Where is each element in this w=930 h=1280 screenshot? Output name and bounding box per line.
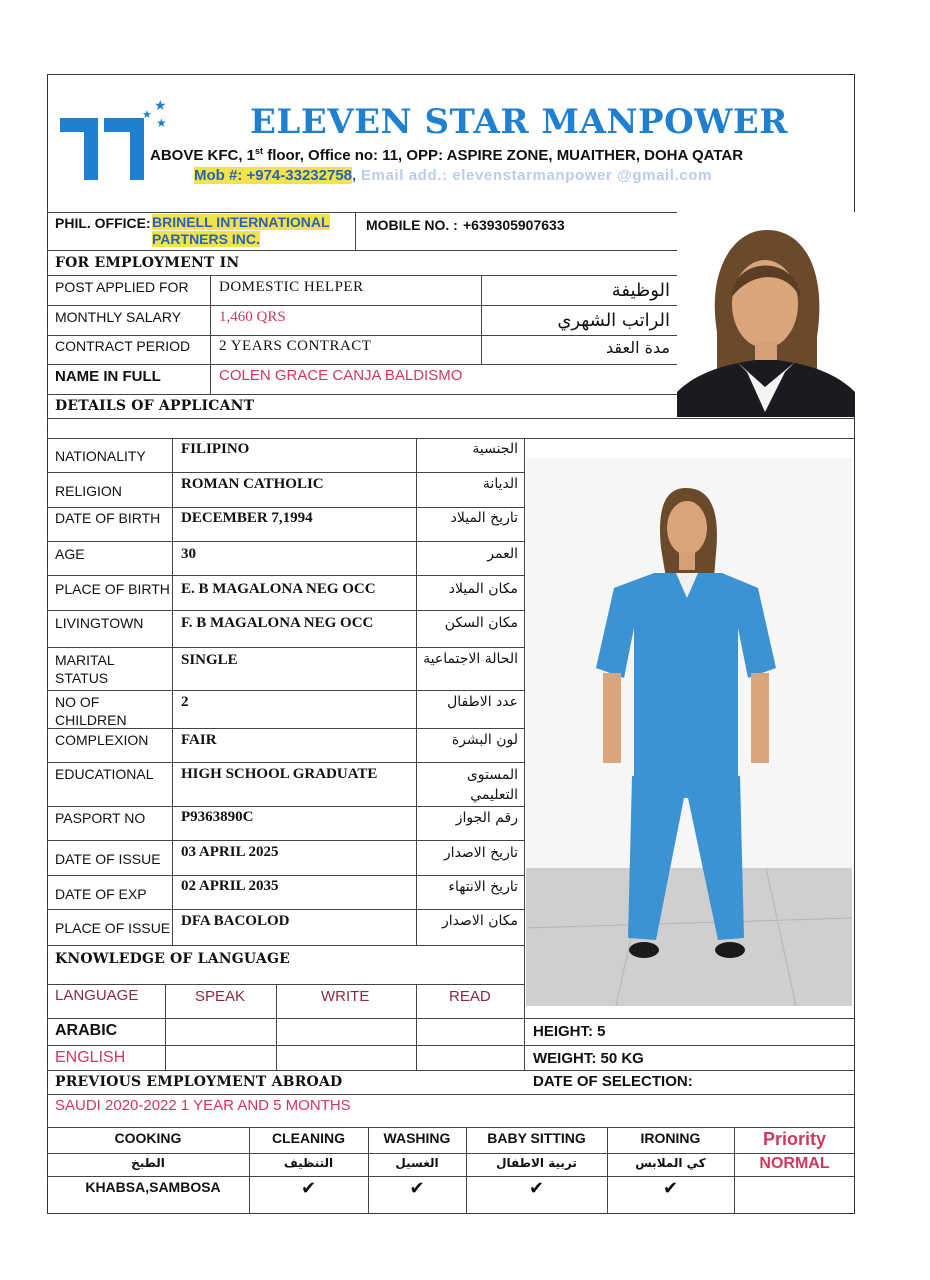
height-field: HEIGHT: 5 <box>533 1023 606 1040</box>
date-of-exp-value: 02 APRIL 2035 <box>181 878 279 894</box>
date-of-issue-value: 03 APRIL 2025 <box>181 844 279 860</box>
place-of-issue-label: PLACE OF ISSUE <box>55 920 171 936</box>
nationality-label: NATIONALITY <box>55 448 146 464</box>
speak-header: SPEAK <box>195 988 246 1005</box>
marital-status-value: SINGLE <box>181 652 238 668</box>
complexion-arabic: لون البشرة <box>451 732 518 748</box>
washing-arabic: الغسيل <box>395 1156 439 1170</box>
religion-label: RELIGION <box>55 483 122 499</box>
ironing-check: ✔ <box>662 1178 679 1199</box>
educational-arabic: المستوى التعليمي <box>466 767 518 803</box>
cooking-value: KHABSA,SAMBOSA <box>85 1179 221 1195</box>
complexion-value: FAIR <box>181 732 217 748</box>
marital-status-label: MARITAL STATUS <box>55 652 115 686</box>
marital-status-arabic: الحالة الاجتماعية <box>423 651 518 667</box>
weight-field: WEIGHT: 50 KG <box>533 1050 644 1067</box>
company-address: ABOVE KFC, 1st floor, Office no: 11, OPP: ASPIRE ZONE, MUAITHER, DOHA QATAR <box>150 146 744 164</box>
previous-section-title: PREVIOUS EMPLOYMENT ABROAD <box>55 1074 343 1090</box>
read-header: READ <box>449 988 491 1005</box>
contract-period-label: CONTRACT PERIOD <box>55 338 191 354</box>
ironing-arabic: كي الملابس <box>635 1156 706 1170</box>
full-name-value: COLEN GRACE CANJA BALDISMO <box>219 367 463 384</box>
date-of-exp-label: DATE OF EXP <box>55 886 147 902</box>
passport-arabic: رقم الجواز <box>455 810 518 826</box>
children-arabic: عدد الاطفال <box>447 694 518 710</box>
language-header: LANGUAGE <box>55 987 139 1004</box>
monthly-salary-arabic: الراتب الشهري <box>557 310 670 331</box>
baby-sitting-check: ✔ <box>528 1178 545 1199</box>
place-of-issue-arabic: مكان الاصدار <box>442 913 518 929</box>
date-of-exp-arabic: تاريخ الانتهاء <box>448 879 518 895</box>
place-of-birth-arabic: مكان الميلاد <box>448 581 518 597</box>
passport-label: PASPORT NO <box>55 810 146 826</box>
language-section-title: KNOWLEDGE OF LANGUAGE <box>55 951 290 967</box>
cooking-header: COOKING <box>114 1130 182 1146</box>
post-applied-value: DOMESTIC HELPER <box>219 279 364 295</box>
washing-check: ✔ <box>409 1178 425 1199</box>
arabic-language: ARABIC <box>55 1022 118 1039</box>
svg-text:★: ★ <box>142 108 152 121</box>
dob-arabic: تاريخ الميلاد <box>450 510 518 526</box>
baby-sitting-arabic: تربية الاطفال <box>496 1156 577 1170</box>
ironing-header: IRONING <box>640 1130 701 1146</box>
employment-section-title: FOR EMPLOYMENT IN <box>55 255 240 271</box>
livingtown-value: F. B MAGALONA NEG OCC <box>181 615 374 631</box>
priority-value: NORMAL <box>759 1155 830 1172</box>
svg-text:★: ★ <box>154 98 167 114</box>
complexion-label: COMPLEXION <box>55 732 149 748</box>
date-of-selection-field: DATE OF SELECTION: <box>533 1073 693 1090</box>
svg-text:★: ★ <box>156 116 167 130</box>
company-contact: Mob #: +974-33232758, Email add.: elevenstarmanpower @gmail.com <box>194 167 712 184</box>
english-language: ENGLISH <box>55 1049 126 1066</box>
portrait-photo <box>677 212 855 417</box>
age-arabic: العمر <box>487 546 518 562</box>
date-of-issue-arabic: تاريخ الاصدار <box>443 845 518 861</box>
company-email: Email add.: elevenstarmanpower @gmail.com <box>356 167 712 184</box>
company-logo <box>58 96 170 186</box>
office-name: BRINELL INTERNATIONAL PARTNERS INC. <box>152 214 330 247</box>
cleaning-header: CLEANING <box>271 1130 346 1146</box>
educational-value: HIGH SCHOOL GRADUATE <box>181 766 378 782</box>
age-label: AGE <box>55 546 85 562</box>
company-title: ELEVEN STAR MANPOWER <box>250 102 789 142</box>
monthly-salary-value: 1,460 QRS <box>219 309 286 325</box>
previous-employment-value: SAUDI 2020-2022 1 YEAR AND 5 MONTHS <box>55 1097 351 1114</box>
place-of-issue-value: DFA BACOLOD <box>181 913 290 929</box>
company-mobile: Mob #: +974-33232758 <box>194 167 353 184</box>
contract-period-value: 2 YEARS CONTRACT <box>219 338 372 354</box>
write-header: WRITE <box>321 988 370 1005</box>
washing-header: WASHING <box>383 1130 451 1146</box>
cleaning-check: ✔ <box>300 1178 317 1199</box>
nationality-value: FILIPINO <box>181 441 250 457</box>
children-label: NO OF CHILDREN <box>55 694 127 728</box>
dob-value: DECEMBER 7,1994 <box>181 510 313 526</box>
post-applied-arabic: الوظيفة <box>611 280 670 301</box>
priority-label: Priority <box>762 1129 827 1149</box>
livingtown-label: LIVINGTOWN <box>55 615 144 631</box>
place-of-birth-label: PLACE OF BIRTH <box>55 581 170 597</box>
full-name-label: NAME IN FULL <box>55 368 161 385</box>
nationality-arabic: الجنسية <box>472 441 518 457</box>
place-of-birth-value: E. B MAGALONA NEG OCC <box>181 581 376 597</box>
passport-value: P9363890C <box>181 809 254 825</box>
office-mobile-label: MOBILE NO. : <box>366 217 458 233</box>
details-section-title: DETAILS OF APPLICANT <box>55 398 255 414</box>
religion-arabic: الديانة <box>482 476 518 492</box>
educational-label: EDUCATIONAL <box>55 766 154 782</box>
office-label: PHIL. OFFICE: <box>55 215 151 231</box>
baby-sitting-header: BABY SITTING <box>487 1130 586 1146</box>
dob-label: DATE OF BIRTH <box>55 510 161 526</box>
livingtown-arabic: مكان السكن <box>444 615 518 631</box>
date-of-issue-label: DATE OF ISSUE <box>55 851 161 867</box>
full-body-photo <box>526 458 852 1006</box>
contract-period-arabic: مدة العقد <box>606 338 670 357</box>
office-mobile-value: +639305907633 <box>463 217 565 233</box>
post-applied-label: POST APPLIED FOR <box>55 279 189 295</box>
monthly-salary-label: MONTHLY SALARY <box>55 309 182 325</box>
cleaning-arabic: التنظيف <box>283 1156 334 1170</box>
cooking-arabic: الطبخ <box>131 1156 165 1170</box>
children-value: 2 <box>181 694 189 710</box>
age-value: 30 <box>181 546 196 562</box>
religion-value: ROMAN CATHOLIC <box>181 476 324 492</box>
